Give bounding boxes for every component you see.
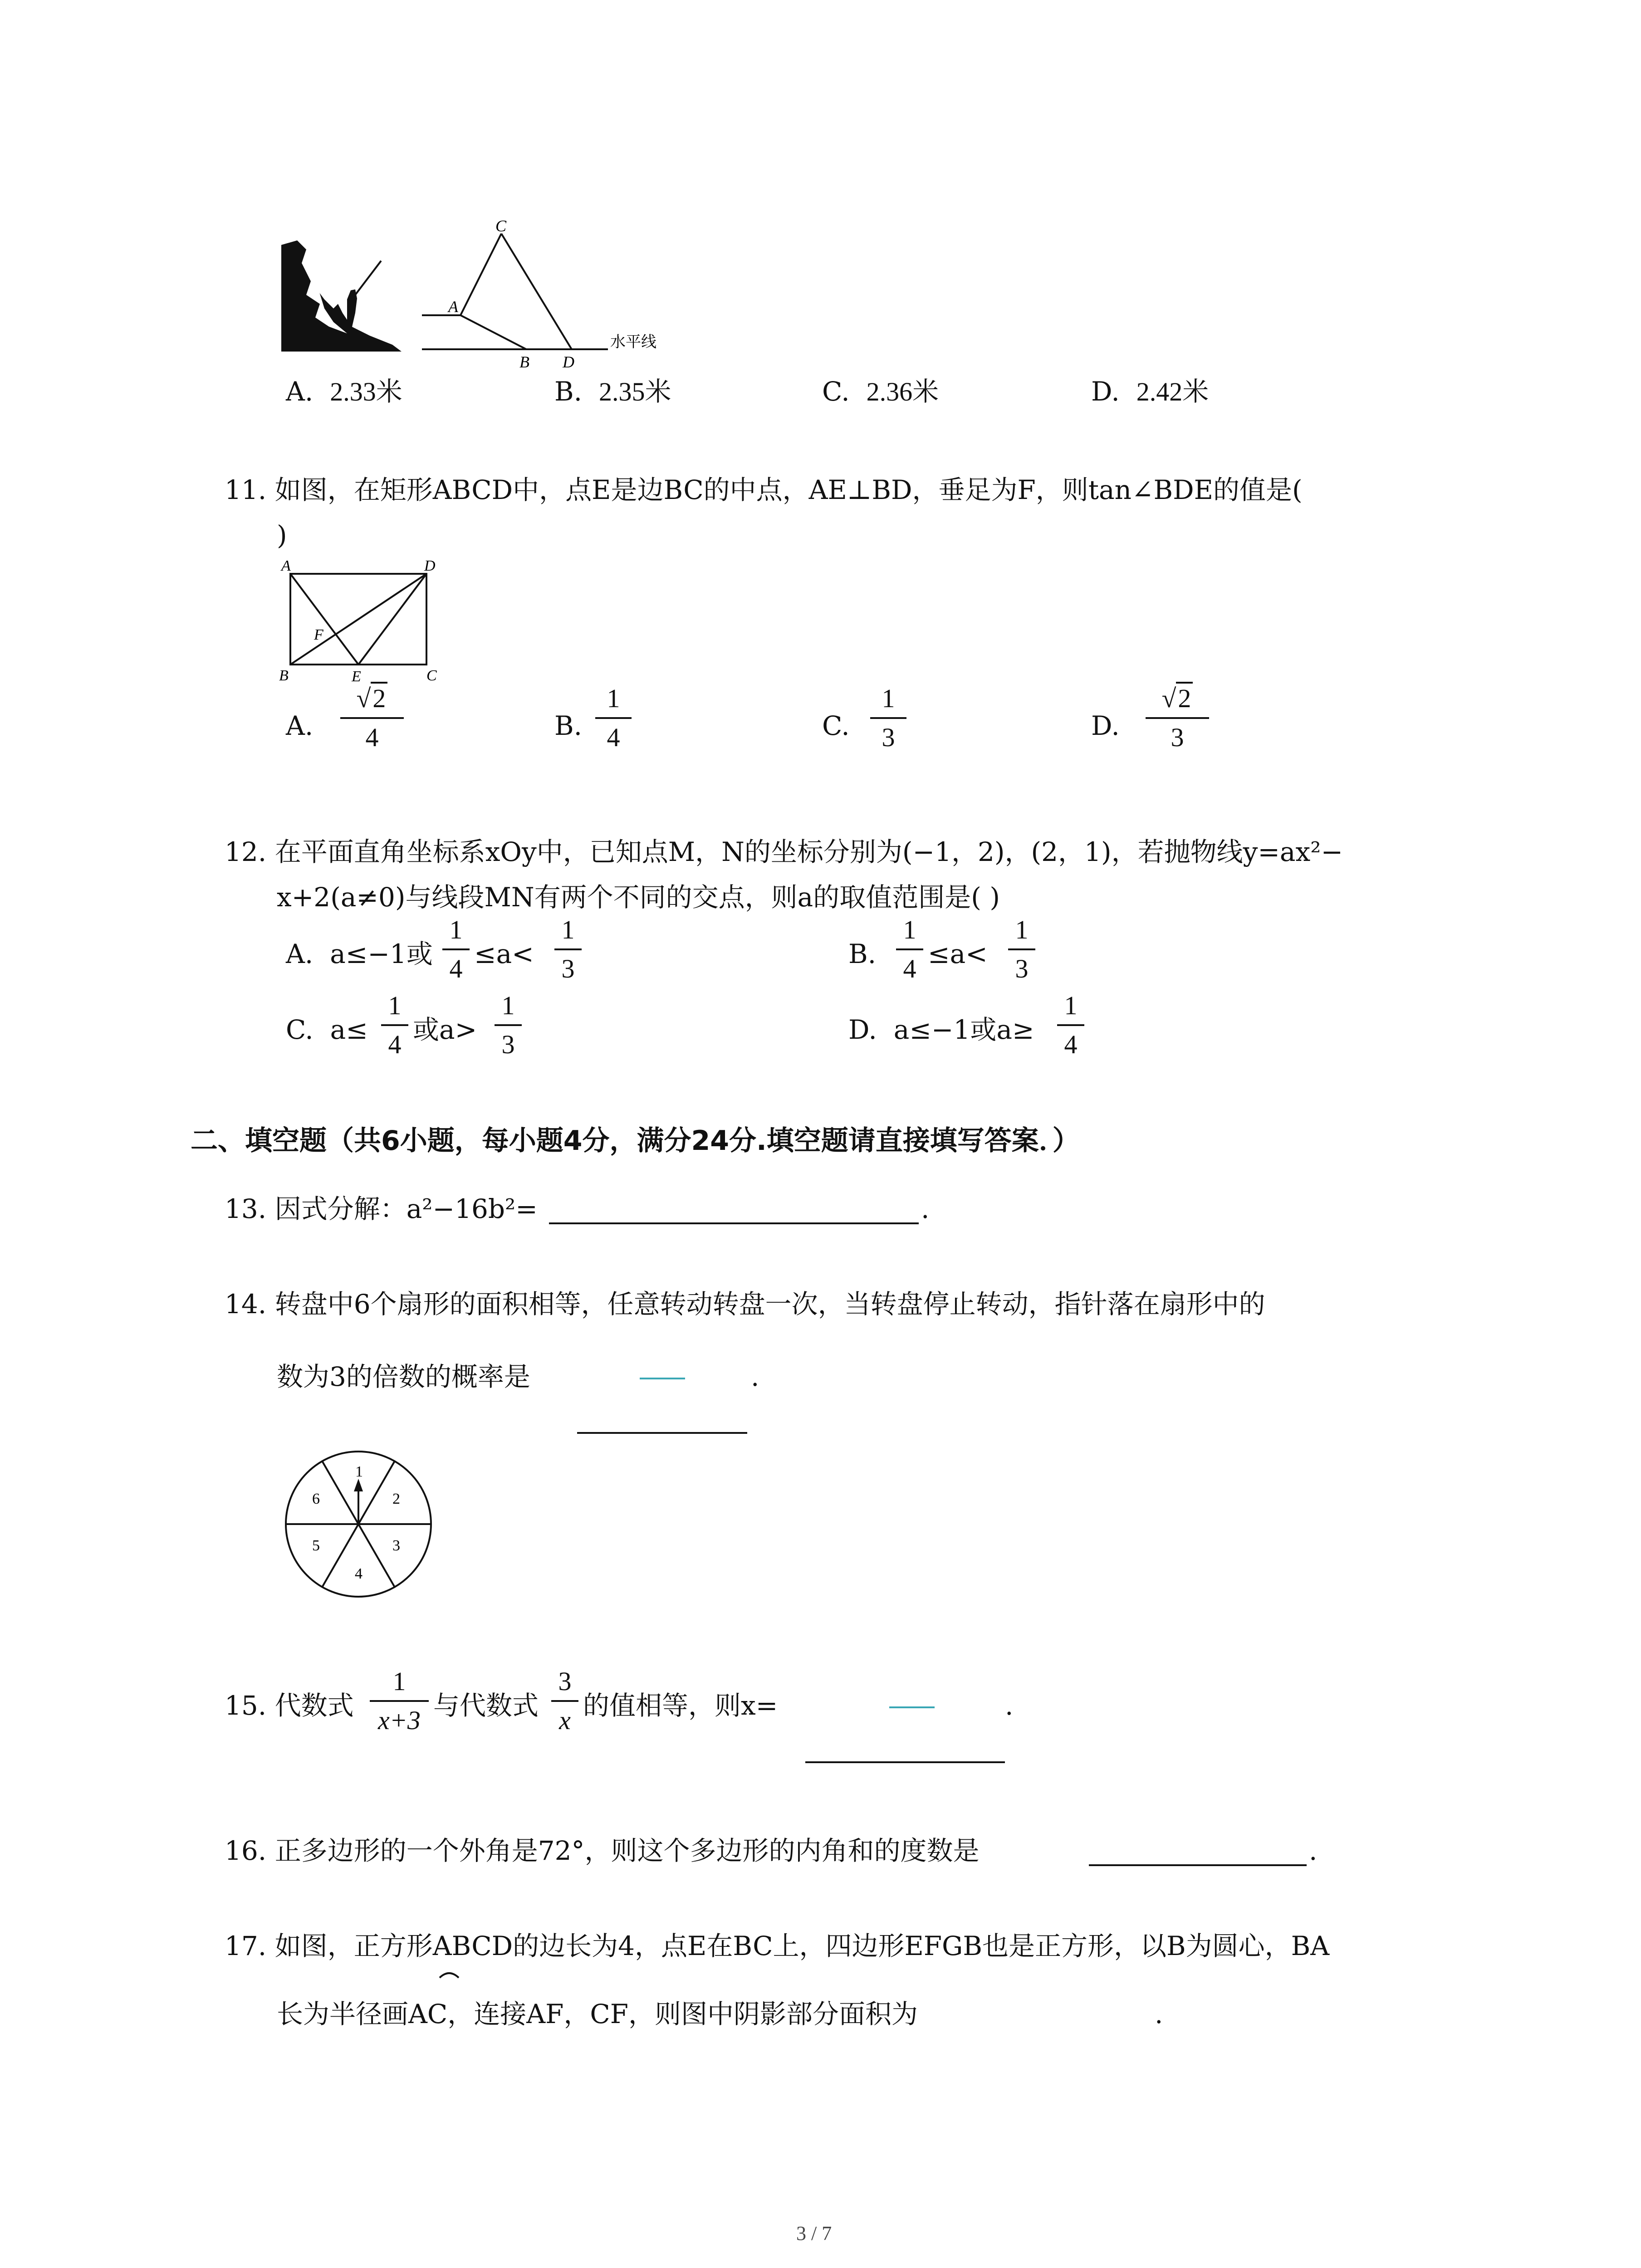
- q15-pre: 15. 代数式: [225, 1690, 354, 1721]
- q12-option-b-frac2: 1 3: [1008, 914, 1035, 985]
- sector-4: 4: [355, 1565, 362, 1582]
- q12-option-a-frac1: 1 4: [442, 914, 470, 985]
- label-E: E: [352, 668, 361, 685]
- q14-answer-blank[interactable]: [577, 1432, 747, 1434]
- sector-6: 6: [312, 1491, 320, 1507]
- sector-1: 1: [355, 1463, 363, 1480]
- q12-option-c: C. a≤: [286, 1014, 368, 1045]
- q17-arc-mark: [438, 1969, 460, 1979]
- label-B: B: [279, 667, 289, 684]
- q14-end: .: [751, 1361, 759, 1392]
- q16-text: 16. 正多边形的一个外角是72°，则这个多边形的内角和的度数是: [225, 1835, 980, 1866]
- label-horizon: 水平线: [610, 333, 656, 351]
- q12-option-c-mid: 或a>: [413, 1014, 477, 1045]
- q16-answer-blank[interactable]: [1089, 1864, 1307, 1866]
- q15-answer-dash: [889, 1706, 935, 1708]
- q11-option-b-fraction: 1 4: [595, 683, 632, 753]
- q14-line1: 14. 转盘中6个扇形的面积相等，任意转动转盘一次，当转盘停止转动，指针落在扇形中的: [225, 1289, 1265, 1320]
- q15-mid: 与代数式: [433, 1690, 539, 1721]
- q11-stem: 11. 如图，在矩形ABCD中，点E是边BC的中点，AE⊥BD，垂足为F，则tan∠BDE的值是(: [225, 474, 1303, 505]
- q12-option-b-frac1: 1 4: [896, 914, 923, 985]
- label-C: C: [426, 667, 437, 684]
- q13-answer-blank[interactable]: [549, 1222, 919, 1224]
- q14-spinner-figure: [281, 1447, 436, 1601]
- label-F: F: [314, 626, 323, 643]
- q10-option-c: C. 2.36米: [822, 376, 939, 407]
- sector-5: 5: [312, 1537, 320, 1554]
- q10-triangle-figure: [417, 218, 671, 372]
- q10-option-b: B. 2.35米: [554, 376, 671, 407]
- q15-post: 的值相等，则x=: [583, 1690, 778, 1721]
- q12-line1: 12. 在平面直角坐标系xOy中，已知点M，N的坐标分别为(−1，2)，(2，1)，若抛物线y=ax²−: [225, 836, 1343, 867]
- q11-option-a-fraction: √2 4: [340, 683, 404, 753]
- q13-text: 13. 因式分解：a²−16b²=: [225, 1193, 538, 1224]
- q13-end: .: [921, 1193, 930, 1224]
- q11-option-d-fraction: √2 3: [1146, 683, 1209, 753]
- q10-option-d: D. 2.42米: [1091, 376, 1209, 407]
- q10-option-a: A. 2.33米: [286, 376, 402, 407]
- label-B: B: [519, 353, 529, 371]
- q12-option-a: A. a≤−1或: [286, 938, 433, 969]
- label-D: D: [563, 353, 574, 371]
- q17-line2: 长为半径画AC，连接AF，CF，则图中阴影部分面积为: [277, 1999, 918, 2029]
- q12-option-c-frac2: 1 3: [495, 990, 522, 1061]
- q12-option-d-frac1: 1 4: [1057, 990, 1084, 1061]
- q12-option-a-frac2: 1 3: [554, 914, 582, 985]
- q15-fraction-1: 1 x+3: [370, 1666, 429, 1736]
- q15-fraction-2: 3 x: [551, 1666, 578, 1736]
- q12-option-b-mid: ≤a<: [928, 938, 988, 969]
- q12-option-a-mid: ≤a<: [474, 938, 534, 969]
- q12-line2: x+2(a≠0)与线段MN有两个不同的交点，则a的取值范围是( ): [277, 882, 1000, 913]
- label-C: C: [495, 218, 507, 235]
- page-number: 3 / 7: [796, 2222, 832, 2244]
- q12-option-c-frac1: 1 4: [381, 990, 408, 1061]
- label-D: D: [424, 557, 436, 574]
- q10-silhouette-figure: [279, 236, 406, 354]
- q11-option-b-letter: B.: [554, 710, 583, 741]
- q12-option-b: B.: [848, 938, 877, 969]
- q11-option-d-letter: D.: [1091, 710, 1120, 741]
- q15-answer-blank[interactable]: [805, 1761, 1005, 1763]
- sector-2: 2: [392, 1491, 400, 1507]
- q17-line1: 17. 如图，正方形ABCD的边长为4，点E在BC上，四边形EFGB也是正方形，以B为圆心，BA: [225, 1931, 1330, 1961]
- q12-option-d: D. a≤−1或a≥: [848, 1014, 1034, 1045]
- q11-rectangle-figure: [272, 553, 445, 685]
- q17-end: .: [1155, 1999, 1163, 2029]
- label-A: A: [281, 557, 291, 574]
- q11-option-c-fraction: 1 3: [870, 683, 906, 753]
- q16-end: .: [1309, 1835, 1318, 1866]
- q11-option-a-letter: A.: [286, 710, 314, 741]
- q14-line2: 数为3的倍数的概率是: [277, 1361, 530, 1392]
- q11-stem-end: ): [277, 520, 287, 551]
- sector-3: 3: [392, 1537, 400, 1554]
- q11-option-c-letter: C.: [822, 710, 850, 741]
- q15-end: .: [1005, 1690, 1014, 1721]
- q14-answer-dash: [640, 1378, 685, 1379]
- section-2-heading: 二、填空题（共6小题，每小题4分，满分24分.填空题请直接填写答案．）: [191, 1125, 1080, 1157]
- label-A: A: [448, 298, 458, 316]
